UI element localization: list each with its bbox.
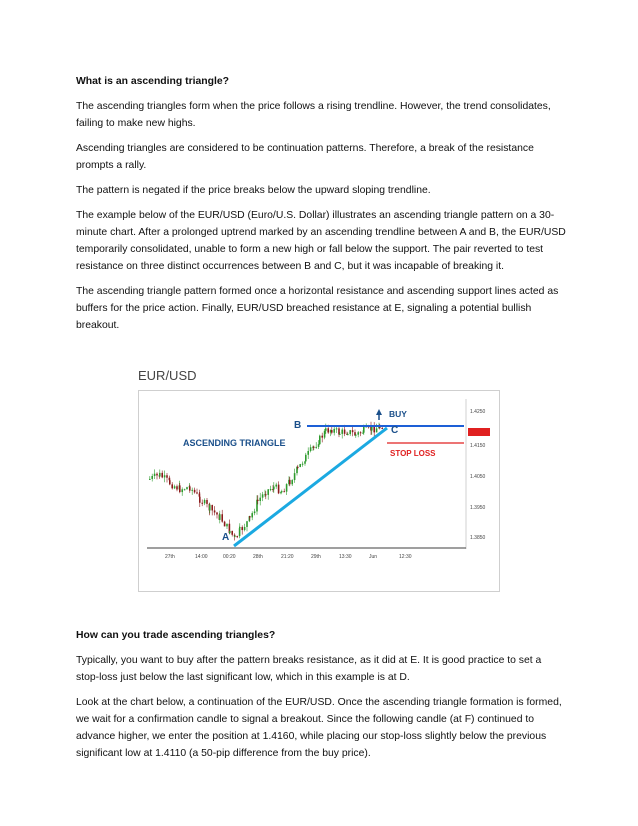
buy-arrow-icon (376, 409, 382, 415)
candle-body (283, 491, 285, 492)
candle-body (344, 430, 346, 434)
candle-body (191, 490, 193, 491)
candle-body (236, 536, 238, 537)
candle-body (333, 429, 335, 433)
eurusd-chart-image (138, 390, 500, 592)
candle-body (246, 521, 248, 527)
candle-body (241, 527, 243, 530)
candle-body (244, 527, 246, 530)
candle-body (286, 484, 288, 492)
paragraph: The pattern is negated if the price breaks below the upward sloping trendline. (76, 185, 431, 196)
price-tick-label: 1.3950 (470, 505, 486, 511)
time-tick-label: 21:20 (281, 554, 294, 560)
point-b-label: B (294, 420, 302, 431)
candle-body (275, 485, 277, 487)
candle-body (315, 447, 317, 448)
candle-body (249, 516, 251, 517)
candle-body (318, 444, 320, 447)
candle-body (281, 491, 283, 492)
candle-body (299, 464, 301, 467)
paragraph: Look at the chart below, a continuation of the EUR/USD. Once the ascending triangle formation is formed, we wait for a confirmation candle to signal a breakout. Since the following candle (at F) continued to advance higher, we enter the position at 1.4160, while placing our stop-loss slightly below the previous significant low at 1.4110 (a 50-pip difference from the buy price). (76, 697, 562, 759)
pattern-label: ASCENDING TRIANGLE (183, 438, 286, 448)
candle-body (211, 505, 213, 510)
candle-body (341, 430, 343, 434)
price-tick-label: 1.4250 (470, 409, 486, 415)
paragraph: The example below of the EUR/USD (Euro/U.S. Dollar) illustrates an ascending triangle pattern on a 30-minute chart. After a prolonged uptrend marked by an ascending trendline between A and B, the EUR/USD temporarily consolidated, unable to form a new high or fall below the support. The pair reverted to test resistance on three distinct occurrences between B and C, but it was incapable of breaking it. (76, 210, 566, 272)
candle-body (381, 428, 383, 429)
candle-body (174, 486, 176, 488)
candle-body (270, 489, 272, 490)
candle-body (161, 473, 163, 478)
candle-body (221, 514, 223, 521)
candle-body (373, 426, 375, 432)
candle-body (214, 510, 216, 512)
candle-body (159, 473, 161, 477)
candle-body (267, 489, 269, 495)
stop-loss-label: STOP LOSS (390, 449, 436, 458)
candle-body (339, 434, 341, 435)
candle-body (349, 430, 351, 434)
candle-body (347, 434, 349, 435)
last-price-marker (468, 428, 490, 436)
candle-body (310, 447, 312, 451)
paragraph: The ascending triangles form when the price follows a rising trendline. However, the trend consolidates, failing to make new highs. (76, 101, 551, 129)
candle-body (176, 486, 178, 489)
candle-body (196, 492, 198, 493)
time-tick-label: 13:30 (339, 554, 352, 560)
candle-body (305, 455, 307, 462)
candle-body (224, 522, 226, 527)
time-tick-label: 00:20 (223, 554, 236, 560)
candle-body (336, 428, 338, 429)
candle-body (262, 494, 264, 497)
time-tick-label: 29th (311, 554, 321, 560)
candle-body (151, 476, 153, 479)
candle-body (186, 487, 188, 489)
candle-body (199, 497, 201, 503)
candle-body (169, 480, 171, 484)
candle-body (229, 531, 231, 533)
candle-body (325, 428, 327, 431)
time-tick-label: Jun (369, 554, 378, 560)
candle-body (181, 489, 183, 492)
heading-how-to-trade: How can you trade ascending triangles? (76, 630, 276, 641)
heading-what-is-ascending-triangle: What is an ascending triangle? (76, 76, 229, 87)
candle-body (206, 500, 208, 504)
candle-body (355, 435, 357, 436)
buy-label: BUY (389, 409, 407, 419)
candle-body (304, 461, 306, 463)
candle-body (219, 514, 221, 520)
candle-body (204, 500, 206, 503)
candle-body (257, 500, 259, 501)
price-tick-label: 1.4150 (470, 443, 486, 449)
paragraph: Typically, you want to buy after the pattern breaks resistance, as it did at E. It is good practice to set a stop-loss just below the last significant low, which in this example is at D. (76, 655, 542, 683)
candle-body (226, 524, 228, 527)
candle-body (360, 432, 362, 433)
paragraph: The ascending triangle pattern formed once a horizontal resistance and ascending support lines acted as buffers for the price action. Finally, EUR/USD breached resistance at E, signaling a potential bullish breakout. (76, 286, 559, 331)
time-tick-label: 12:30 (399, 554, 412, 560)
section-what-is (76, 73, 566, 334)
time-tick-label: 14:00 (195, 554, 208, 560)
time-axis (165, 554, 412, 560)
candle-body (201, 503, 203, 504)
candle-body (352, 430, 354, 432)
section-how-to-trade (76, 627, 566, 762)
candle-body (319, 436, 321, 444)
candle-body (239, 527, 241, 528)
candle-body (313, 447, 315, 448)
point-a-label: A (222, 532, 230, 543)
candle-body (209, 505, 211, 510)
candle-body (254, 511, 256, 513)
time-tick-label: 28th (253, 554, 263, 560)
candle-body (302, 464, 304, 465)
candle-body (184, 489, 186, 490)
candle-body (327, 428, 329, 432)
price-tick-label: 1.4050 (470, 474, 486, 480)
candle-body (231, 531, 233, 535)
candle-body (156, 474, 158, 476)
chart-svg (139, 391, 499, 591)
candle-body (307, 451, 309, 455)
candle-body (289, 480, 291, 484)
candle-body (265, 494, 267, 495)
time-tick-label: 27th (165, 554, 175, 560)
candle-body (278, 485, 280, 494)
candle-body (216, 512, 218, 514)
candle-body (291, 480, 293, 484)
candle-body (149, 479, 151, 480)
candle-body (234, 536, 236, 537)
candle-body (259, 498, 261, 501)
candle-body (324, 431, 326, 438)
candle-body (363, 427, 365, 433)
candle-body (321, 436, 323, 438)
point-c-label: C (391, 425, 399, 436)
candle-body (166, 475, 168, 477)
candle-body (251, 513, 253, 517)
candle-body (297, 467, 299, 468)
candle-body (194, 490, 196, 493)
candle-body (294, 473, 296, 480)
candle-body (331, 430, 333, 433)
candle-body (357, 432, 359, 434)
candle-body (154, 474, 156, 476)
candle-body (376, 428, 378, 432)
candle-body (164, 475, 166, 477)
candle-body (273, 487, 275, 490)
candle-body (179, 485, 181, 492)
candle-body (189, 486, 191, 490)
figure-title: EUR/USD (138, 368, 197, 383)
price-tick-label: 1.3850 (470, 535, 486, 541)
paragraph: Ascending triangles are considered to be continuation patterns. Therefore, a break of the resistance prompts a rally. (76, 143, 534, 171)
candle-body (171, 484, 173, 488)
